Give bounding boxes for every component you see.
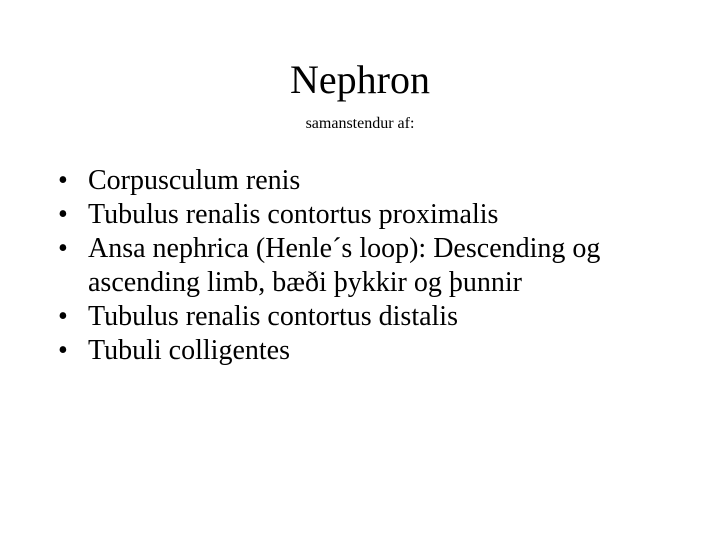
bullet-icon: • <box>58 301 68 332</box>
bullet-item <box>56 334 696 368</box>
bullet-item <box>56 232 696 300</box>
bullet-text: Tubuli colligentes <box>88 335 290 366</box>
bullet-icon: • <box>58 335 68 366</box>
bullet-text: Tubulus renalis contortus distalis <box>88 301 458 332</box>
bullet-list <box>56 164 696 368</box>
bullet-icon: • <box>58 233 68 264</box>
bullet-text: Tubulus renalis contortus proximalis <box>88 199 499 230</box>
bullet-text: Ansa nephrica (Henle´s loop): Descending og ascending limb, bæði þykkir og þunnir <box>88 233 601 298</box>
bullet-text: Corpusculum renis <box>88 165 301 196</box>
bullet-icon: • <box>58 199 68 230</box>
slide-title: Nephron <box>290 57 430 102</box>
slide-subtitle: samanstendur af: <box>305 115 415 132</box>
title-block <box>0 52 720 134</box>
bullet-icon: • <box>58 165 68 196</box>
bullet-item <box>56 164 696 198</box>
bullet-item <box>56 300 696 334</box>
bullet-item <box>56 198 696 232</box>
